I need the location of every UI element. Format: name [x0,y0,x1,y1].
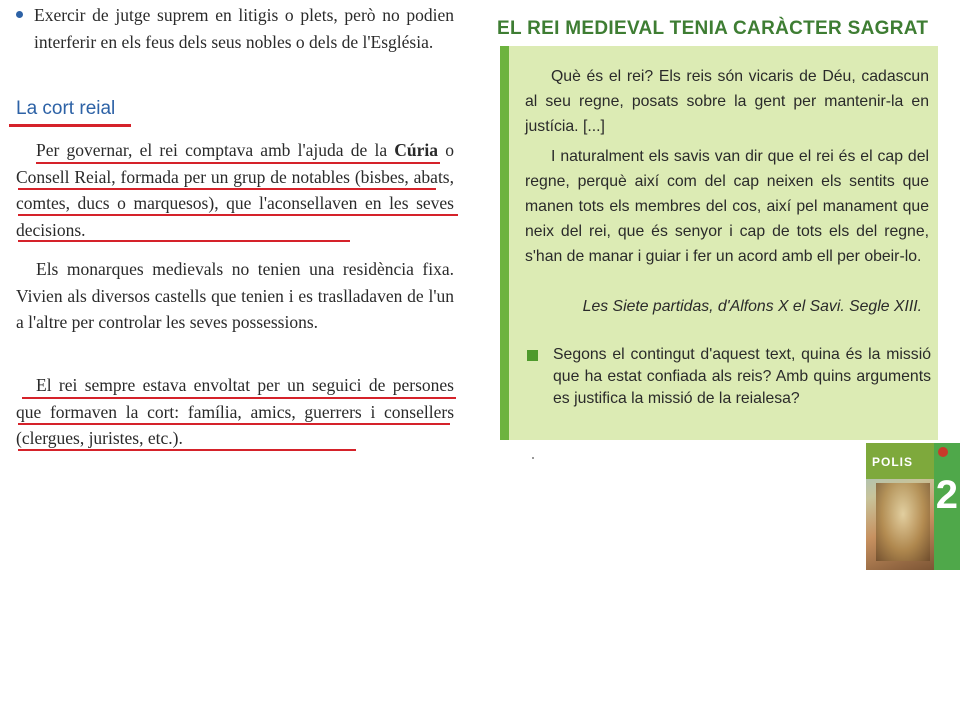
bullet-paragraph: Exercir de jutge suprem en litigis o plets, però no podien interferir en els feus dels seus nobles o dels de l'Església. [34,5,454,52]
cover-title: POLIS [872,455,914,469]
underline-mark [18,240,350,242]
heading-underline [9,124,131,127]
citation: Les Siete partidas, d'Alfons X el Savi. Segle XIII. [582,298,922,315]
paragraph-curia-start: Per governar, el rei comptava amb l'ajuda de la [36,140,395,160]
paragraph-residence [16,256,454,336]
paragraph-residence-text: Els monarques medievals no tenien una residència fixa. Vivien als diversos castells que tenien i es traslladaven de l'un a l'altre per controlar les seves possessions. [16,259,454,332]
box-paragraph-1-text: Què és el rei? Els reis són vicaris de Déu, cadascun al seu regne, posats sobre la gent per mantenir-la en justícia. [...] [525,68,929,135]
curia-term: Cúria [394,140,439,160]
underline-mark [18,449,356,451]
publisher-logo-icon [938,447,948,457]
cover-illustration [876,483,930,561]
paragraph-curia-end: o Consell Reial, formada per un grup de notables (bisbes, abats, comtes, ducs o marquesos), que l'aconsellaven en les seves decisions. [16,140,454,240]
cover-number: 2 [935,473,958,517]
underline-mark [18,423,450,425]
box-title: EL REI MEDIEVAL TENIA CARÀCTER SAGRAT [497,18,929,39]
activity-question: Segons el contingut d'aquest text, quina és la missió que ha estat confiada als reis? Amb quins arguments es justifica la missió de la reialesa? [553,346,931,407]
underline-mark [22,397,456,399]
bullet-icon [16,11,23,18]
paragraph-court-text: El rei sempre estava envoltat per un seguici de persones que formaven la cort: família, amics, guerrers i consellers (clergues, juristes, etc.). [16,375,454,448]
box-paragraph-1 [525,64,929,139]
paragraph-curia [16,137,454,243]
stray-mark [532,457,534,459]
book-cover-thumbnail [866,443,960,570]
question-square-icon [527,350,538,361]
paragraph-court [16,372,454,452]
sacred-king-box [500,46,938,440]
box-paragraph-2-text: I naturalment els savis van dir que el rei és el cap del regne, perquè així com del cap neixen els sentits que manen tots els membres del cos, així pel manament que neix del rei, que és senyor i cap de tots els del regne, s'han de manar i guiar i fer un acord amb ell per obeir-lo. [525,148,929,265]
section-heading: La cort reial [16,98,116,119]
underline-mark [36,162,440,164]
underline-mark [18,188,436,190]
underline-mark [18,214,458,216]
box-paragraph-2 [525,144,929,269]
